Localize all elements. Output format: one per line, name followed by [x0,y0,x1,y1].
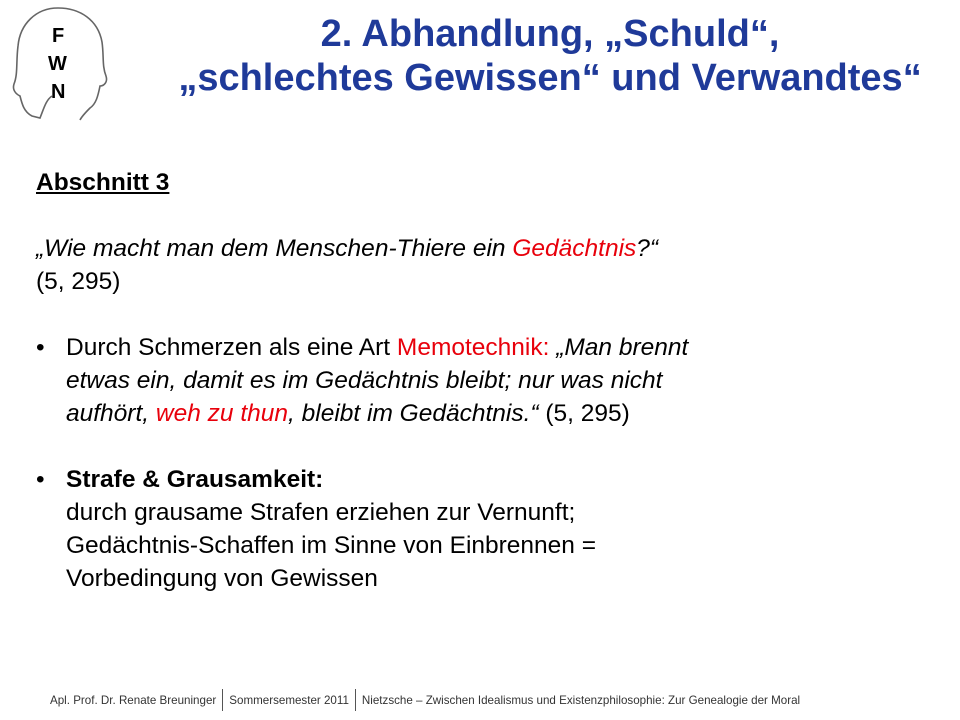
logo-letter-n: N [51,81,66,103]
bullet-1-quote-start: „Man brennt [549,334,689,361]
slide-body [36,166,936,595]
bullet-1-line-1 [66,331,936,364]
bullet-1-plain-text: Durch Schmerzen als eine Art [66,334,397,361]
profile-head-logo-icon [6,4,110,122]
bullet-1-reference: (5, 295) [538,400,630,427]
bullet-2-line-1: durch grausame Strafen erziehen zur Vernunft; [66,499,576,526]
slide-title-line-1: 2. Abhandlung, „Schuld“, [320,13,780,55]
logo-letter-f: F [52,25,65,47]
slide-title-line-2: „schlechtes Gewissen“ und Verwandtes“ [178,57,922,99]
memotechnik-highlight: Memotechnik: [396,334,550,361]
bullet-1-quote-part-a: aufhört, [66,400,156,427]
bullet-1-quote-part-b: , bleibt im Gedächtnis.“ [288,400,539,427]
bullet-item-memotechnik [36,331,936,430]
bullet-2-line-3: Vorbedingung von Gewissen [66,565,378,592]
slide-title [150,12,950,100]
bullet-1-line-3 [66,397,936,430]
bullet-2-title: Strafe & Grausamkeit: [66,466,324,493]
bullet-marker: • [36,466,45,493]
section-heading: Abschnitt 3 [36,169,170,196]
weh-zu-thun-highlight: weh zu thun [155,400,289,427]
quote-text-before: „Wie macht man dem Menschen-Thiere ein [36,235,513,262]
quote-text-after: ?“ [636,235,659,262]
logo-letter-w: W [48,53,67,75]
footer-divider [355,689,356,711]
footer-author: Apl. Prof. Dr. Renate Breuninger [50,694,217,707]
slide-footer [50,689,930,711]
bullet-marker: • [36,334,45,361]
bullet-2-line-2: Gedächtnis-Schaffen im Sinne von Einbrennen = [66,532,597,559]
bullet-item-strafe [36,463,936,595]
quote-reference: (5, 295) [36,268,121,295]
footer-course: Nietzsche – Zwischen Idealismus und Existenzphilosophie: Zur Genealogie der Moral [361,694,801,707]
footer-semester: Sommersemester 2011 [229,694,349,707]
bullet-1-line-2: etwas ein, damit es im Gedächtnis bleibt; nur was nicht [66,367,663,394]
quote-line [36,232,936,265]
quote-highlight: Gedächtnis [512,235,637,262]
footer-divider [222,689,223,711]
fwn-logo [6,4,110,122]
